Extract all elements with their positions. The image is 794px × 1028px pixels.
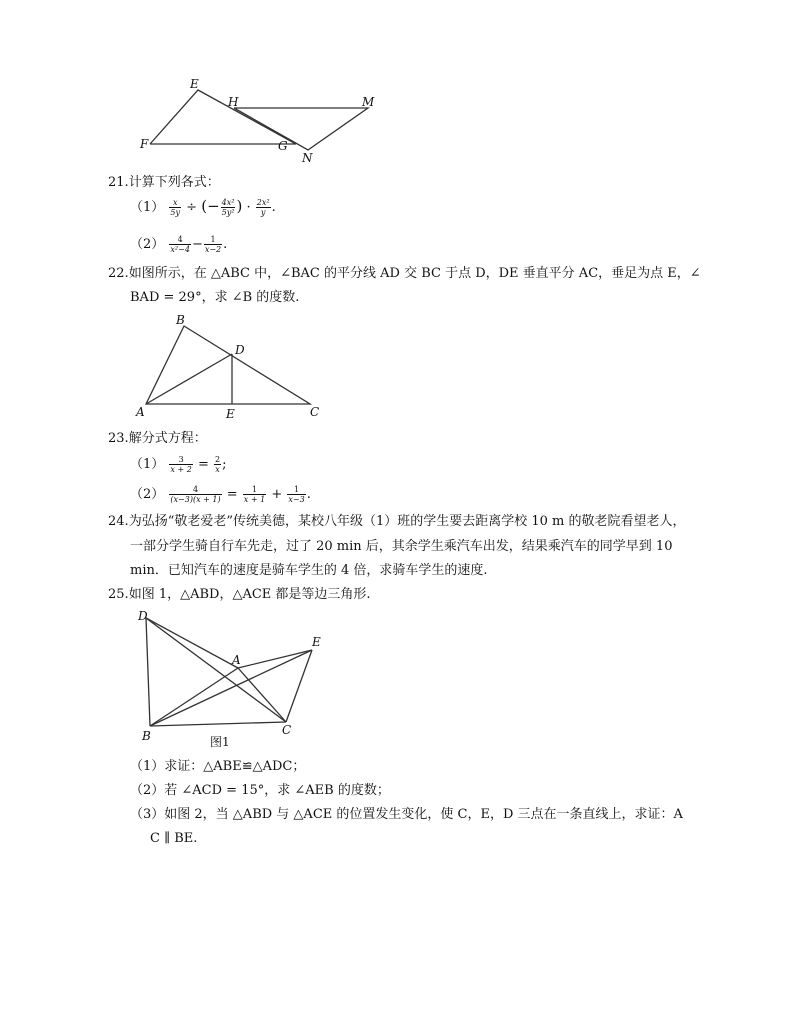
label-a: A bbox=[136, 405, 145, 419]
q21-p1-number: （1） bbox=[130, 200, 165, 215]
operator: + bbox=[271, 487, 283, 502]
numerator: 2x² bbox=[256, 198, 270, 207]
q25-figure-1 bbox=[138, 608, 338, 750]
denominator: x bbox=[215, 465, 220, 474]
fraction bbox=[256, 198, 271, 217]
q23-p2-number: （2） bbox=[130, 487, 165, 502]
numerator: 2 bbox=[215, 455, 221, 464]
label-b: B bbox=[176, 313, 185, 327]
denominator: x−2 bbox=[204, 245, 222, 254]
label-e: E bbox=[312, 635, 321, 649]
q25-number: 25. bbox=[108, 587, 129, 602]
denominator: 5y bbox=[170, 208, 181, 217]
q21-part2 bbox=[130, 235, 227, 254]
q21-part1 bbox=[130, 197, 276, 217]
fraction bbox=[169, 485, 221, 504]
segment-ae bbox=[238, 650, 312, 668]
segment-be bbox=[150, 650, 312, 726]
label-n: N bbox=[302, 151, 313, 165]
q22-line2: BAD = 29°，求 ∠B 的度数. bbox=[130, 290, 300, 305]
triangle-abc bbox=[146, 326, 310, 404]
segment-da bbox=[146, 618, 238, 668]
numerator: x bbox=[169, 198, 181, 208]
q25-sub1: （1）求证：△ABE≌△ADC； bbox=[130, 759, 306, 774]
q23-heading bbox=[108, 430, 207, 448]
label-d: D bbox=[235, 343, 245, 357]
punct: ; bbox=[222, 457, 227, 472]
label-c: C bbox=[310, 405, 320, 419]
denominator: x + 2 bbox=[170, 465, 192, 474]
label-m: M bbox=[362, 95, 375, 109]
q23-p1-number: （1） bbox=[130, 457, 165, 472]
q24-line1 bbox=[108, 513, 686, 531]
top-figure bbox=[130, 76, 390, 166]
label-b: B bbox=[142, 729, 151, 743]
fraction bbox=[243, 485, 266, 504]
q22-number: 22. bbox=[108, 266, 129, 281]
q25-sub3-line1: （3）如图 2，当 △ABD 与 △ACE 的位置发生变化，使 C，E，D 三点在一条直线上，求证：A bbox=[130, 807, 683, 822]
q21-p2-number: （2） bbox=[130, 237, 165, 252]
numerator: 3 bbox=[169, 455, 192, 465]
operator: ÷ bbox=[186, 200, 198, 215]
q25-title: 如图 1，△ABD，△ACE 都是等边三角形. bbox=[128, 587, 371, 602]
q21-heading bbox=[108, 174, 220, 192]
denominator: (x−3)(x + 1) bbox=[170, 495, 221, 504]
q21-number: 21. bbox=[108, 175, 129, 190]
fraction bbox=[169, 235, 191, 254]
triangle-efg bbox=[150, 90, 296, 144]
fraction bbox=[204, 235, 222, 254]
fraction bbox=[169, 455, 192, 474]
q22-line1 bbox=[108, 265, 701, 283]
punct: . bbox=[306, 487, 311, 502]
segment-bc bbox=[150, 722, 286, 726]
numerator: 4 bbox=[169, 485, 221, 495]
q22-text: 如图所示，在 △ABC 中，∠BAC 的平分线 AD 交 BC 于点 D，DE 垂直平分 AC，垂足为点 E，∠ bbox=[128, 266, 701, 281]
numerator: 1 bbox=[287, 485, 305, 495]
numerator: 4x² bbox=[221, 198, 235, 207]
denominator: x²−4 bbox=[170, 245, 190, 254]
label-e: E bbox=[226, 407, 235, 421]
segment-ac bbox=[238, 668, 286, 722]
equals: = bbox=[197, 457, 209, 472]
q24-line3: min．已知汽车的速度是骑车学生的 4 倍，求骑车学生的速度. bbox=[130, 563, 488, 578]
punct: . bbox=[223, 237, 228, 252]
segment-db bbox=[146, 618, 150, 726]
q24-line2: 一部分学生骑自行车先走，过了 20 min 后，其余学生乘汽车出发，结果乘汽车的同学早到 10 bbox=[130, 539, 673, 554]
q23-part2 bbox=[130, 485, 311, 504]
label-a: A bbox=[232, 653, 241, 667]
fraction bbox=[221, 198, 236, 217]
numerator: 1 bbox=[243, 485, 266, 495]
label-e: E bbox=[190, 77, 199, 91]
q25-heading bbox=[108, 586, 371, 604]
operator: · bbox=[246, 200, 251, 215]
q25-sub3-line2: C ∥ BE. bbox=[150, 831, 198, 846]
numerator: 1 bbox=[204, 235, 222, 245]
label-h: H bbox=[228, 95, 239, 109]
q24-text: 为弘扬“敬老爱老”传统美德，某校八年级（1）班的学生要去距离学校 10 m 的敬老院看望老人， bbox=[128, 514, 686, 529]
q23-part1 bbox=[130, 455, 226, 474]
q23-number: 23. bbox=[108, 431, 129, 446]
figure-caption: 图1 bbox=[210, 735, 230, 749]
punct: . bbox=[271, 200, 276, 215]
q22-figure bbox=[134, 312, 334, 422]
equals: = bbox=[226, 487, 238, 502]
label-f: F bbox=[140, 137, 149, 151]
label-c: C bbox=[282, 723, 292, 737]
label-d: D bbox=[138, 609, 148, 623]
segment-dc bbox=[146, 618, 286, 722]
segment-ba bbox=[150, 668, 238, 726]
denominator: x−3 bbox=[288, 495, 305, 504]
q24-number: 24. bbox=[108, 514, 129, 529]
fraction bbox=[214, 455, 221, 474]
fraction bbox=[169, 198, 181, 217]
fraction bbox=[287, 485, 305, 504]
denominator: y bbox=[260, 208, 266, 217]
paren: ) bbox=[236, 197, 243, 215]
q21-title: 计算下列各式： bbox=[128, 175, 220, 190]
denominator: x + 1 bbox=[243, 495, 266, 504]
q25-sub2: （2）若 ∠ACD = 15°，求 ∠AEB 的度数； bbox=[130, 783, 390, 798]
numerator: 4 bbox=[169, 235, 191, 245]
operator: − bbox=[191, 237, 203, 252]
q23-title: 解分式方程： bbox=[128, 431, 207, 446]
paren: (− bbox=[201, 197, 220, 215]
denominator: 5y² bbox=[221, 208, 235, 217]
label-g: G bbox=[278, 139, 288, 153]
